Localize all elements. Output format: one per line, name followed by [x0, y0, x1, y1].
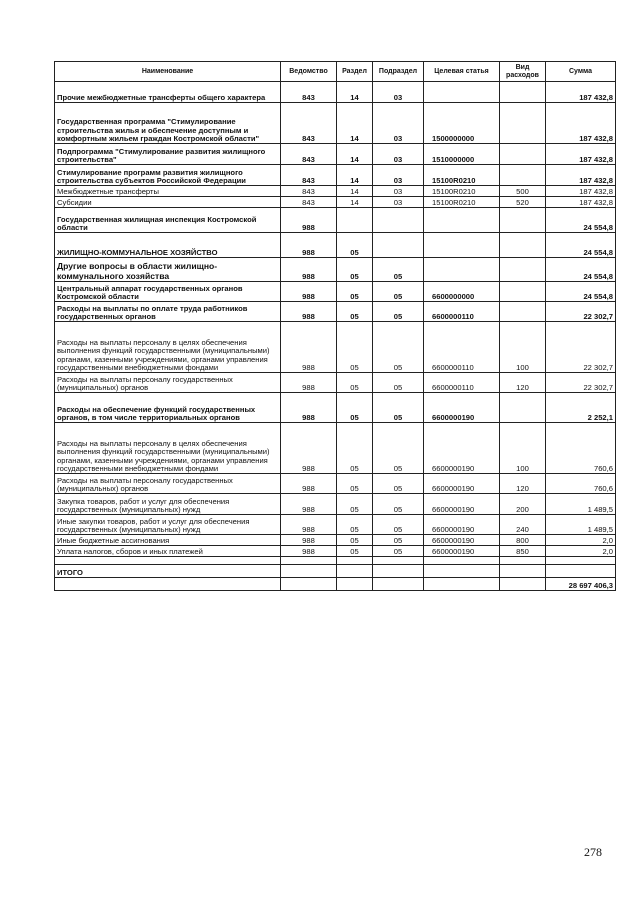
row-ved: 843 [281, 165, 337, 186]
row-podrazdel: 05 [373, 302, 424, 322]
table-row [55, 322, 616, 373]
row-ved: 988 [281, 322, 337, 373]
row-sum: 187 432,8 [546, 165, 616, 186]
table-row [55, 208, 616, 233]
header-razdel: Раздел [337, 62, 373, 82]
row-razdel: 05 [337, 393, 373, 423]
row-name: Субсидии [55, 197, 281, 208]
row-vr [500, 565, 546, 578]
row-ved [281, 565, 337, 578]
row-vr [500, 578, 546, 591]
row-cs: 6600000190 [424, 535, 500, 546]
row-vr [500, 557, 546, 565]
row-name: Расходы на выплаты персоналу в целях обеспечения выполнения функций государственными (муниципальными) органами, казенными учреждениями, органами управления государственными внебюджетными фондами [55, 322, 281, 373]
row-sum: 187 432,8 [546, 186, 616, 197]
row-razdel: 05 [337, 515, 373, 535]
row-vr: 200 [500, 494, 546, 515]
row-sum: 2,0 [546, 535, 616, 546]
row-podrazdel [373, 208, 424, 233]
table-row [55, 282, 616, 302]
row-razdel: 05 [337, 322, 373, 373]
row-cs: 6600000190 [424, 515, 500, 535]
row-ved: 988 [281, 474, 337, 494]
row-razdel: 05 [337, 494, 373, 515]
row-cs: 6600000110 [424, 373, 500, 393]
row-sum: 187 432,8 [546, 82, 616, 103]
row-podrazdel: 03 [373, 197, 424, 208]
table-row [55, 165, 616, 186]
row-cs: 1510000000 [424, 144, 500, 165]
row-cs: 15100R0210 [424, 165, 500, 186]
row-ved: 988 [281, 302, 337, 322]
table-row [55, 546, 616, 557]
row-sum: 760,6 [546, 474, 616, 494]
row-name: Государственная жилищная инспекция Костромской области [55, 208, 281, 233]
row-razdel [337, 208, 373, 233]
table-row [55, 393, 616, 423]
row-razdel: 14 [337, 197, 373, 208]
row-ved: 988 [281, 258, 337, 282]
row-sum: 187 432,8 [546, 144, 616, 165]
row-podrazdel: 03 [373, 144, 424, 165]
row-vr: 100 [500, 423, 546, 474]
row-sum: 24 554,8 [546, 282, 616, 302]
row-cs [424, 565, 500, 578]
table-row [55, 258, 616, 282]
table-row [55, 373, 616, 393]
row-name: Стимулирование программ развития жилищного строительства субъектов Российской Федерации [55, 165, 281, 186]
row-razdel: 05 [337, 258, 373, 282]
row-name [55, 557, 281, 565]
row-ved [281, 557, 337, 565]
row-vr: 520 [500, 197, 546, 208]
total-row [55, 565, 616, 578]
row-podrazdel: 05 [373, 322, 424, 373]
row-vr: 240 [500, 515, 546, 535]
table-row [55, 423, 616, 474]
row-vr [500, 393, 546, 423]
row-sum: 760,6 [546, 423, 616, 474]
total-label: ИТОГО [55, 565, 281, 578]
row-name [55, 578, 281, 591]
row-vr [500, 258, 546, 282]
row-podrazdel [373, 565, 424, 578]
row-podrazdel: 05 [373, 535, 424, 546]
row-sum: 22 302,7 [546, 373, 616, 393]
row-podrazdel: 03 [373, 186, 424, 197]
row-podrazdel: 03 [373, 82, 424, 103]
row-ved: 988 [281, 494, 337, 515]
row-name: Межбюджетные трансферты [55, 186, 281, 197]
header-vr: Вид расходов [500, 62, 546, 82]
row-sum: 187 432,8 [546, 197, 616, 208]
row-name: Прочие межбюджетные трансферты общего характера [55, 82, 281, 103]
row-podrazdel [373, 233, 424, 258]
row-razdel [337, 565, 373, 578]
row-razdel: 14 [337, 186, 373, 197]
row-name: Расходы на обеспечение функций государственных органов, в том числе территориальных органов [55, 393, 281, 423]
table-row [55, 82, 616, 103]
table-row [55, 535, 616, 546]
row-razdel: 05 [337, 233, 373, 258]
table-row [55, 233, 616, 258]
row-razdel: 14 [337, 165, 373, 186]
row-vr: 800 [500, 535, 546, 546]
row-cs: 6600000110 [424, 302, 500, 322]
table-header-row [55, 62, 616, 82]
table-row [55, 494, 616, 515]
row-sum: 24 554,8 [546, 258, 616, 282]
row-vr: 100 [500, 322, 546, 373]
row-cs [424, 208, 500, 233]
row-podrazdel: 03 [373, 103, 424, 144]
row-ved: 843 [281, 197, 337, 208]
header-name: Наименование [55, 62, 281, 82]
table-row [55, 186, 616, 197]
row-razdel: 05 [337, 282, 373, 302]
table-row [55, 103, 616, 144]
row-podrazdel: 05 [373, 474, 424, 494]
row-cs [424, 82, 500, 103]
row-sum: 24 554,8 [546, 233, 616, 258]
header-ved: Ведомство [281, 62, 337, 82]
row-razdel: 14 [337, 144, 373, 165]
row-vr [500, 282, 546, 302]
row-sum [546, 557, 616, 565]
row-name: Расходы на выплаты персоналу государственных (муниципальных) органов [55, 474, 281, 494]
row-sum: 22 302,7 [546, 302, 616, 322]
row-cs: 6600000110 [424, 322, 500, 373]
row-ved: 843 [281, 103, 337, 144]
row-sum: 1 489,5 [546, 494, 616, 515]
row-ved: 988 [281, 423, 337, 474]
row-podrazdel: 05 [373, 515, 424, 535]
row-razdel [337, 557, 373, 565]
row-ved: 988 [281, 535, 337, 546]
row-vr: 120 [500, 474, 546, 494]
row-name: Подпрограмма "Стимулирование развития жилищного строительства" [55, 144, 281, 165]
row-name: Уплата налогов, сборов и иных платежей [55, 546, 281, 557]
row-name: Центральный аппарат государственных органов Костромской области [55, 282, 281, 302]
row-razdel: 05 [337, 535, 373, 546]
row-name: Государственная программа "Стимулирование строительства жилья и обеспечение доступным и комфортным жильем граждан Костромской области" [55, 103, 281, 144]
row-podrazdel: 05 [373, 423, 424, 474]
table-row [55, 302, 616, 322]
row-vr [500, 302, 546, 322]
row-vr [500, 82, 546, 103]
row-razdel: 05 [337, 423, 373, 474]
row-cs: 6600000000 [424, 282, 500, 302]
row-sum: 187 432,8 [546, 103, 616, 144]
row-podrazdel [373, 557, 424, 565]
row-ved: 843 [281, 144, 337, 165]
row-cs: 6600000190 [424, 474, 500, 494]
row-podrazdel: 05 [373, 393, 424, 423]
row-name: Закупка товаров, работ и услуг для обеспечения государственных (муниципальных) нужд [55, 494, 281, 515]
row-sum: 2,0 [546, 546, 616, 557]
row-vr [500, 144, 546, 165]
header-cs: Целевая статья [424, 62, 500, 82]
row-vr: 500 [500, 186, 546, 197]
row-ved: 988 [281, 208, 337, 233]
row-cs: 6600000190 [424, 393, 500, 423]
row-sum [546, 565, 616, 578]
header-sum: Сумма [546, 62, 616, 82]
row-cs [424, 578, 500, 591]
row-razdel: 14 [337, 103, 373, 144]
row-name: Расходы на выплаты персоналу в целях обеспечения выполнения функций государственными (муниципальными) органами, казенными учреждениями, органами управления государственными внебюджетными фондами [55, 423, 281, 474]
row-ved: 843 [281, 186, 337, 197]
header-podrazdel: Подраздел [373, 62, 424, 82]
row-ved: 988 [281, 515, 337, 535]
table-row [55, 197, 616, 208]
row-vr [500, 165, 546, 186]
row-podrazdel: 05 [373, 282, 424, 302]
row-razdel: 14 [337, 82, 373, 103]
row-cs: 6600000190 [424, 494, 500, 515]
row-cs [424, 557, 500, 565]
row-podrazdel: 05 [373, 258, 424, 282]
budget-table [54, 61, 616, 591]
row-podrazdel: 05 [373, 494, 424, 515]
row-vr: 120 [500, 373, 546, 393]
row-vr [500, 208, 546, 233]
row-vr: 850 [500, 546, 546, 557]
row-cs: 1500000000 [424, 103, 500, 144]
row-name: Иные бюджетные ассигнования [55, 535, 281, 546]
row-cs: 15100R0210 [424, 197, 500, 208]
table-row [55, 557, 616, 565]
row-cs: 6600000190 [424, 423, 500, 474]
row-razdel: 05 [337, 373, 373, 393]
row-sum: 1 489,5 [546, 515, 616, 535]
total-row [55, 578, 616, 591]
row-ved: 988 [281, 373, 337, 393]
row-sum: 22 302,7 [546, 322, 616, 373]
row-name: Другие вопросы в области жилищно-коммунального хозяйства [55, 258, 281, 282]
row-razdel: 05 [337, 302, 373, 322]
row-razdel [337, 578, 373, 591]
row-cs [424, 258, 500, 282]
row-ved: 988 [281, 546, 337, 557]
total-sum: 28 697 406,3 [546, 578, 616, 591]
row-ved: 988 [281, 282, 337, 302]
row-sum: 24 554,8 [546, 208, 616, 233]
row-podrazdel: 05 [373, 546, 424, 557]
page-number: 278 [584, 845, 602, 859]
row-podrazdel [373, 578, 424, 591]
row-name: Иные закупки товаров, работ и услуг для обеспечения государственных (муниципальных) нужд [55, 515, 281, 535]
row-razdel: 05 [337, 474, 373, 494]
row-vr [500, 233, 546, 258]
row-name: Расходы на выплаты по оплате труда работников государственных органов [55, 302, 281, 322]
table-row [55, 515, 616, 535]
table-row [55, 474, 616, 494]
row-ved: 843 [281, 82, 337, 103]
row-podrazdel: 03 [373, 165, 424, 186]
row-cs: 6600000190 [424, 546, 500, 557]
row-sum: 2 252,1 [546, 393, 616, 423]
row-vr [500, 103, 546, 144]
row-name: Расходы на выплаты персоналу государственных (муниципальных) органов [55, 373, 281, 393]
row-ved: 988 [281, 393, 337, 423]
row-name: ЖИЛИЩНО-КОММУНАЛЬНОЕ ХОЗЯЙСТВО [55, 233, 281, 258]
row-podrazdel: 05 [373, 373, 424, 393]
row-cs [424, 233, 500, 258]
row-cs: 15100R0210 [424, 186, 500, 197]
table-row [55, 144, 616, 165]
row-razdel: 05 [337, 546, 373, 557]
row-ved [281, 578, 337, 591]
row-ved: 988 [281, 233, 337, 258]
